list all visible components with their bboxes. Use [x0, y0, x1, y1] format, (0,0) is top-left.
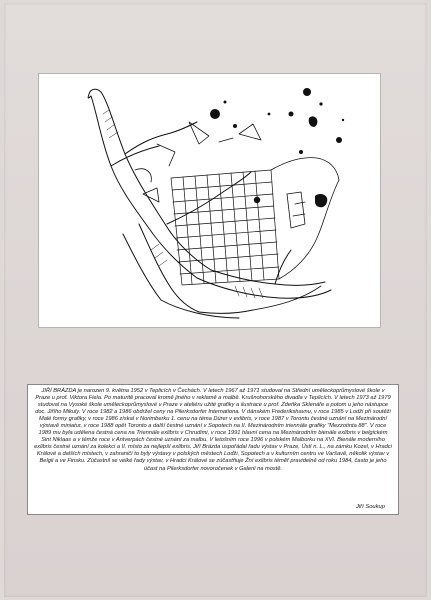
grid-panel	[171, 170, 279, 285]
biography-text	[34, 388, 392, 473]
artist-name: JIŘÍ BRÁZDA	[41, 388, 77, 394]
biography-body: je narozen 9. května 1952 v Teplicích v Čechách. V letech 1967 až 1971 studoval na Střední uměleckoprůmyslové škole v Praze u prof. Viktora Fiela. Po maturitě pracoval kromě jiného v reklamě a malbě. Krušnohorského divadla v Teplicích. V letech 1973 až 1979 studoval na Vysoké škole uměleckoprůmyslové v Praze v ateliéru užité grafiky a ilustrace u prof. Zdeňka Sklenáře a potom u jeho nástupce doc. Jiřího Mikuly. V roce 1982 a 1986 obdržel ceny na Pilerksdorfer Internationa. V dánském Frederikshavnu, v roce 1985 v Lodži při soutěži Malé formy grafiky, v roce 1986 získal v Norimberku 1. cenu na téma Dürer v exlibris, v roce 1987 v Torontu čestné uznání na Mezinárodní výstavě miniatur, v roce 1988 opět Toronto a další čestné uznání v Sopotech na II. Mezinárodním triennále grafiky "Mezzotinta 88". V roce 1989 mu byla udělena čestná cena na Triennále exlibris v Chrudimi, v roce 1991 hlavní cena na Mezinárodním bienále exlibris v belgickém Sint Niklaas a v témže roce v Antverpách čestné uznání za malbu. V letošním roce 1996 v polském Malborku na XVI. Bienále moderního exlibris čestné uznání za kolekci a II. místo za nejlepší exlibris. Jiří Brázda uspořádal řadu výstav v Praze, Ústí n. L., na zámku Kozel, v Hradci Králové a dalších místech, v zahraničí to byly výstavy v polských městech Lodži, Sopotech a v kulturním centru ve Varšavě, několik výstav v Belgii a ve Finsku. Zúčastnil se velké řady výstav, v Hradci Králové se zúčastňuje Žní exlibris téměř pravidelně od roku 1984, často je jeho účast na Pilerksdorfer novoročenek v Galerii na mostě.	[34, 388, 392, 472]
ink-splatter	[210, 88, 344, 207]
exlibris-drawing	[39, 74, 380, 327]
biography-box	[27, 384, 399, 515]
artwork-frame	[38, 73, 381, 328]
author-signature: Jiří Soukup	[356, 504, 385, 510]
